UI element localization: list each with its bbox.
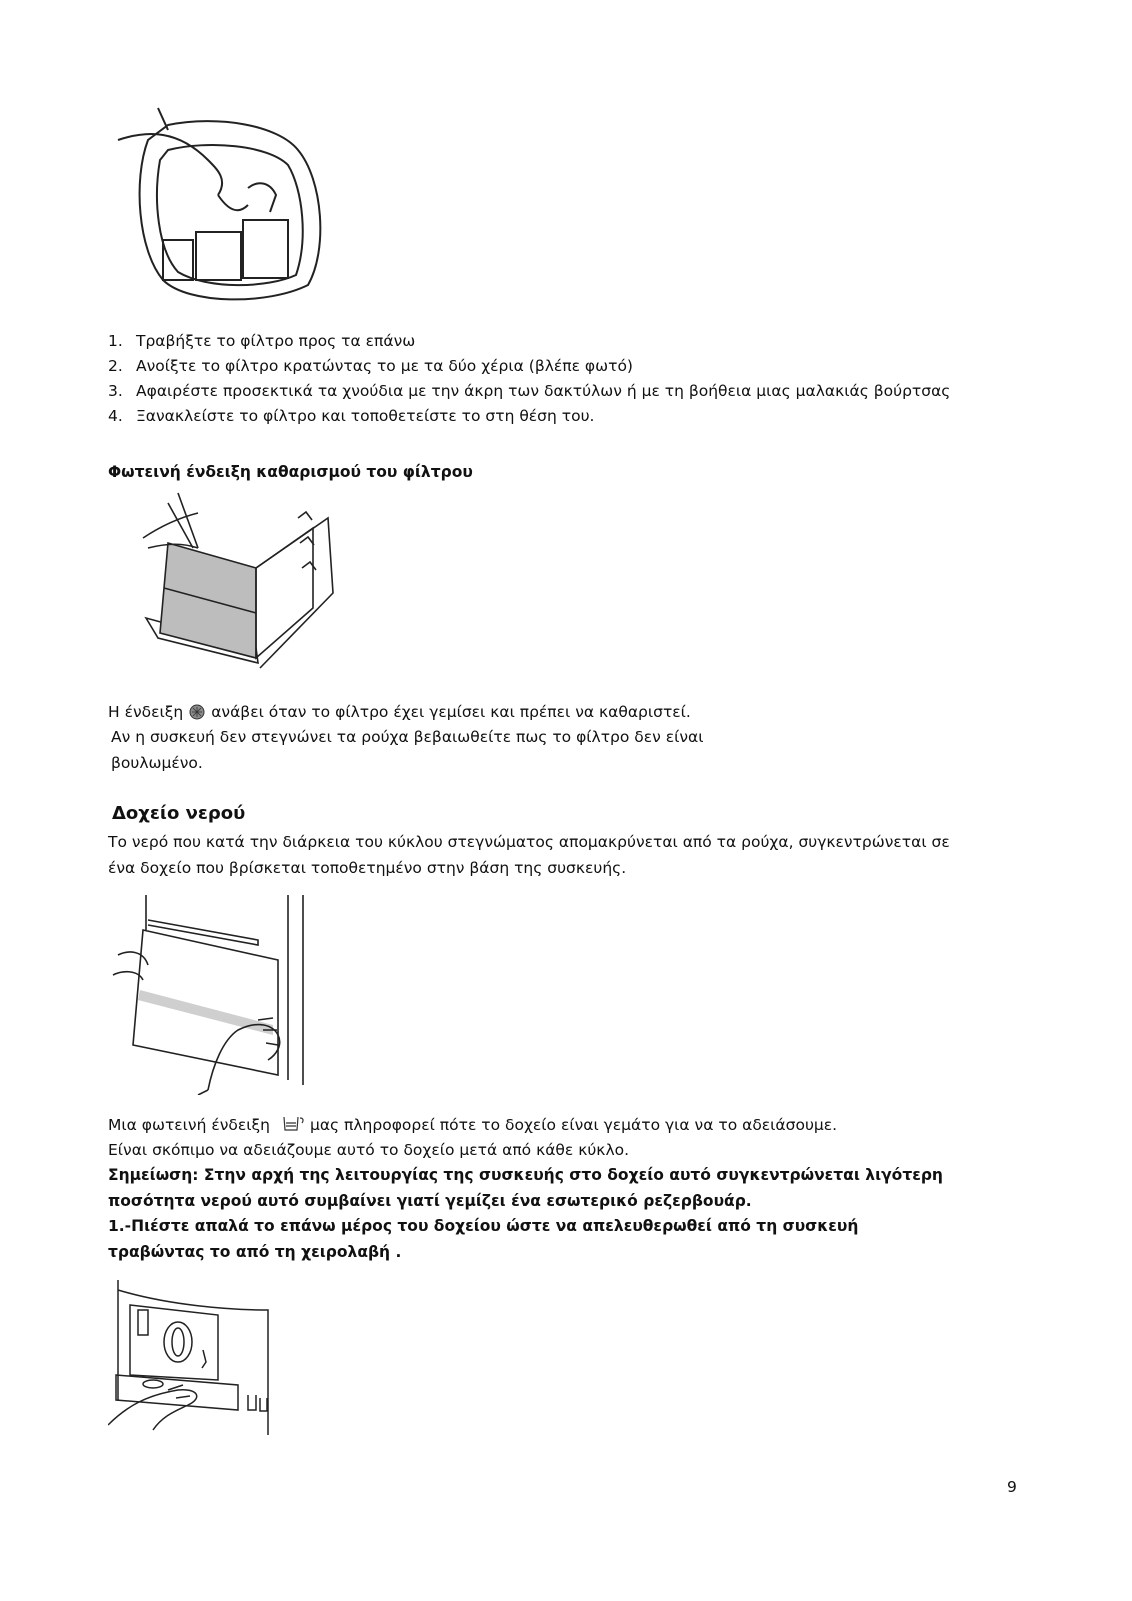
water-tank-removal-illustration [108,895,308,1095]
filter-door-illustration [108,100,323,310]
water-tank-intro1: Το νερό που κατά την διάρκεια του κύκλου στεγνώματος απομακρύνεται από τα ρούχα, συγκεντρώνεται σε [108,833,950,851]
filter-indicator-line3: βουλωμένο. [111,754,203,772]
page-number: 9 [1007,1478,1017,1496]
tank-step1-line1: 1.-Πιέστε απαλά το επάνω μέρος του δοχείου ώστε να απελευθερωθεί από τη συσκευή [108,1217,859,1235]
list-item: 4. Ξανακλείστε το φίλτρο και τοποθετείστε το στη θέση του. [108,407,595,425]
tank-handle-illustration [108,1280,278,1435]
tank-empty-advice: Είναι σκόπιμο να αδειάζουμε αυτό το δοχείο μετά από κάθε κύκλο. [108,1141,630,1159]
tank-note-line1: Σημείωση: Στην αρχή της λειτουργίας της συσκευής στο δοχείο αυτό συγκεντρώνεται λιγότερη [108,1166,943,1184]
tank-step1-line2: τραβώντας το από τη χειρολαβή . [108,1243,402,1261]
filter-indicator-line2: Αν η συσκευή δεν στεγνώνει τα ρούχα βεβαιωθείτε πως το φίλτρο δεν είναι [111,728,704,746]
list-item: 3. Αφαιρέστε προσεκτικά τα χνούδια με την άκρη των δακτύλων ή με τη βοήθεια μιας μαλακιάς βούρτσας [108,382,951,400]
list-item: 1. Τραβήξτε το φίλτρο προς τα επάνω [108,332,416,350]
list-item: 2. Ανοίξτε το φίλτρο κρατώντας το με τα δύο χέρια (βλέπε φωτό) [108,357,633,375]
filter-indicator-heading: Φωτεινή ένδειξη καθαρισμού του φίλτρου [108,463,473,481]
tank-indicator-line: Μια φωτεινή ένδειξη μας πληροφορεί πότε το δοχείο είναι γεμάτο για να το αδειάσουμε. [108,1113,837,1141]
filter-steps-list [108,329,950,429]
water-tank-heading: Δοχείο νερού [112,803,246,824]
filter-cleaning-illustration [138,488,338,683]
tank-note-line2: ποσότητα νερού αυτό συμβαίνει γιατί γεμίζει ένα εσωτερικό ρεζερβουάρ. [108,1192,752,1210]
filter-indicator-line1: Η ένδειξη ανάβει όταν το φίλτρο έχει γεμίσει και πρέπει να καθαριστεί. [108,700,691,728]
water-tank-intro2: ένα δοχείο που βρίσκεται τοποθετημένο στην βάση της συσκευής. [108,859,627,877]
